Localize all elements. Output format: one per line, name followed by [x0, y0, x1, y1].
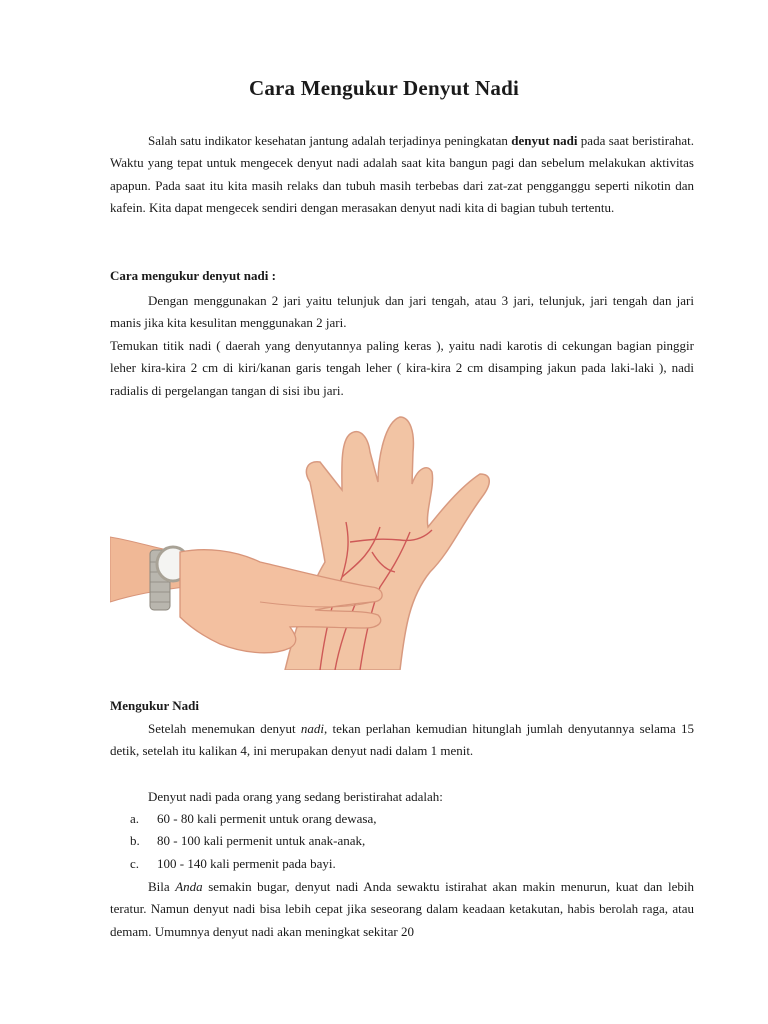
section2-paragraph-3	[110, 876, 694, 943]
section-heading-cara-mengukur: Cara mengukur denyut nadi :	[110, 268, 276, 283]
section2-paragraph-2: Denyut nadi pada orang yang sedang beristirahat adalah:	[148, 789, 443, 804]
text: Setelah menemukan denyut	[148, 721, 301, 736]
list-item	[130, 853, 377, 875]
document-title: Cara Mengukur Denyut Nadi	[248, 76, 520, 100]
list-item	[130, 808, 377, 830]
section1-paragraph-2: Temukan titik nadi ( daerah yang denyutannya paling keras ), yaitu nadi karotis di cekungan bagian pinggir leher kira-kira 2 cm di kiri/kanan garis tengah leher ( kira-kira 2 cm disamping jakun pada laki-laki ), nadi radialis di pergelangan tangan di sisi ibu jari.	[110, 338, 694, 398]
list-marker: b.	[130, 833, 140, 849]
pulse-measurement-illustration	[110, 412, 495, 670]
text: Bila	[148, 879, 176, 894]
italic-term: nadi	[300, 721, 324, 736]
list-item-text: 60 - 80 kali permenit untuk orang dewasa,	[157, 811, 377, 826]
list-item	[130, 830, 377, 852]
intro-text: Salah satu indikator kesehatan jantung adalah terjadinya peningkatan	[148, 133, 512, 148]
resting-pulse-list	[130, 808, 377, 875]
italic-term: Anda	[175, 879, 203, 894]
intro-paragraph	[110, 130, 694, 220]
wrist-pulse-image	[110, 412, 495, 670]
text-continued: , tekan perlahan kemudian hitunglah jumlah denyutannya selama 15 detik, setelah itu kalikan 4, ini merupakan denyut nadi dalam 1 menit.	[110, 721, 694, 759]
list-item-text: 80 - 100 kali permenit untuk anak-anak,	[157, 833, 366, 849]
list-marker: c.	[130, 855, 140, 871]
intro-text-continued: pada saat beristirahat. Waktu yang tepat untuk mengecek denyut nadi adalah saat kita bangun pagi dan sebelum melakukan aktivitas apapun. Pada saat itu kita masih relaks dan tubuh masih terbebas dari zat-zat pengganggu seperti nikotin dan kafein. Kita dapat mengecek sendiri dengan merasakan denyut nadi kita di bagian tubuh tertentu.	[110, 133, 694, 216]
list-item-text: 100 - 140 kali permenit pada bayi.	[157, 855, 336, 871]
intro-bold-term: denyut nadi	[511, 133, 578, 148]
section2-paragraph-1	[110, 718, 694, 763]
list-marker: a.	[130, 811, 140, 826]
section1-paragraph-1: Dengan menggunakan 2 jari yaitu telunjuk dan jari tengah, atau 3 jari, telunjuk, jari tengah dan jari manis jika kita kesulitan menggunakan 2 jari.	[110, 293, 694, 331]
section-heading-mengukur-nadi: Mengukur Nadi	[110, 698, 199, 713]
text-continued: semakin bugar, denyut nadi Anda sewaktu istirahat akan makin menurun, kuat dan lebih teratur. Namun denyut nadi bisa lebih cepat jika seseorang dalam keadaan ketakutan, habis berolah raga, atau demam. Umumnya denyut nadi akan meningkat sekitar 20	[110, 879, 694, 939]
